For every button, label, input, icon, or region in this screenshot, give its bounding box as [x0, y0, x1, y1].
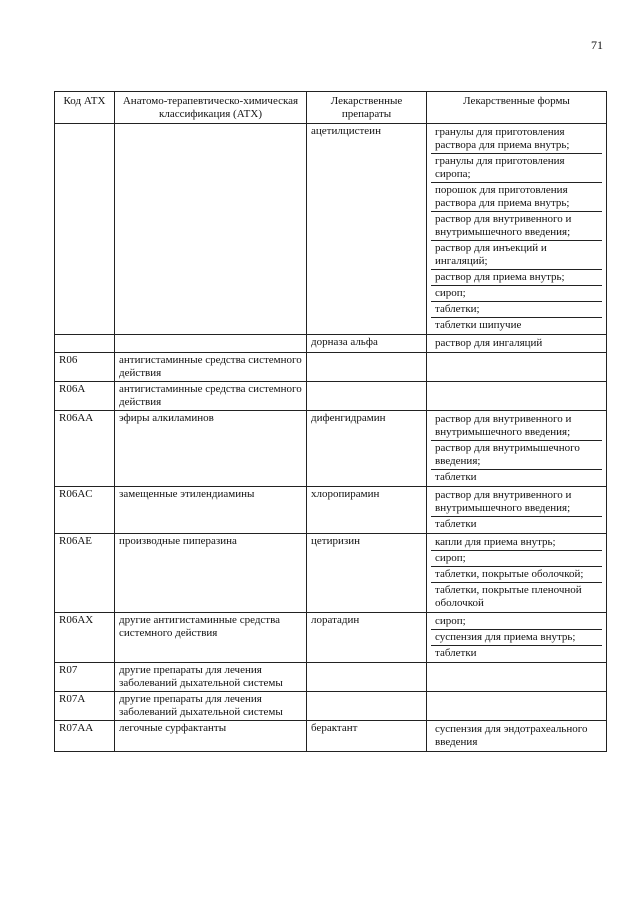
- form-item: раствор для внутривенного и внутримышечного введения;: [431, 488, 602, 517]
- atx-code-cell: R06AA: [55, 411, 115, 487]
- table-row: [55, 382, 607, 411]
- atx-code-cell: R07AA: [55, 721, 115, 752]
- classification-cell: другие препараты для лечения заболеваний дыхательной системы: [115, 663, 307, 692]
- table-body: [55, 124, 607, 752]
- classification-cell: легочные сурфактанты: [115, 721, 307, 752]
- table-row: [55, 353, 607, 382]
- classification-cell: [115, 124, 307, 335]
- form-item: раствор для внутривенного и внутримышечного введения;: [431, 212, 602, 241]
- form-item: порошок для приготовления раствора для приема внутрь;: [431, 183, 602, 212]
- drug-cell: ацетилцистеин: [307, 124, 427, 335]
- forms-cell: [427, 613, 607, 663]
- form-item: раствор для приема внутрь;: [431, 270, 602, 286]
- table-row: [55, 613, 607, 663]
- form-item: суспензия для приема внутрь;: [431, 630, 602, 646]
- forms-cell: [427, 124, 607, 335]
- form-item: таблетки, покрытые оболочкой;: [431, 567, 602, 583]
- forms-cell: [427, 721, 607, 752]
- header-row: [55, 92, 607, 124]
- drug-cell: цетиризин: [307, 534, 427, 613]
- form-item: таблетки, покрытые пленочной оболочкой: [435, 584, 582, 609]
- classification-cell: замещенные этилендиамины: [115, 487, 307, 534]
- form-item: раствор для ингаляций: [435, 337, 543, 349]
- atx-code-cell: R06AE: [55, 534, 115, 613]
- drug-cell: дифенгидрамин: [307, 411, 427, 487]
- atx-code-cell: [55, 124, 115, 335]
- forms-cell: [427, 382, 607, 411]
- table-row: [55, 411, 607, 487]
- header-code: Код АТХ: [55, 92, 115, 124]
- table-row: [55, 487, 607, 534]
- form-item: таблетки: [435, 471, 477, 483]
- atx-code-cell: R06AX: [55, 613, 115, 663]
- form-item: раствор для внутривенного и внутримышечного введения;: [431, 412, 602, 441]
- form-item: гранулы для приготовления раствора для приема внутрь;: [431, 125, 602, 154]
- atx-code-cell: R06: [55, 353, 115, 382]
- form-item: сироп;: [431, 286, 602, 302]
- header-drugs: Лекарственные препараты: [307, 92, 427, 124]
- drug-cell: лоратадин: [307, 613, 427, 663]
- forms-cell: [427, 353, 607, 382]
- atx-code-cell: R06AC: [55, 487, 115, 534]
- table-row: [55, 663, 607, 692]
- forms-cell: [427, 487, 607, 534]
- form-item: таблетки: [435, 518, 477, 530]
- atx-table: [54, 91, 607, 752]
- header-classification: Анатомо-терапевтическо-химическая классификация (АТХ): [115, 92, 307, 124]
- drug-cell: [307, 353, 427, 382]
- form-item: таблетки;: [431, 302, 602, 318]
- classification-cell: антигистаминные средства системного действия: [115, 382, 307, 411]
- drug-cell: [307, 382, 427, 411]
- table-row: [55, 335, 607, 353]
- atx-code-cell: R07: [55, 663, 115, 692]
- forms-cell: [427, 692, 607, 721]
- header-forms: Лекарственные формы: [427, 92, 607, 124]
- classification-cell: другие антигистаминные средства системного действия: [115, 613, 307, 663]
- forms-cell: [427, 411, 607, 487]
- atx-code-cell: R07A: [55, 692, 115, 721]
- drug-cell: [307, 663, 427, 692]
- drug-cell: дорназа альфа: [307, 335, 427, 353]
- classification-cell: эфиры алкиламинов: [115, 411, 307, 487]
- drug-cell: [307, 692, 427, 721]
- form-item: суспензия для эндотрахеального введения: [435, 723, 588, 748]
- form-item: раствор для инъекций и ингаляций;: [431, 241, 602, 270]
- form-item: сироп;: [431, 614, 602, 630]
- classification-cell: другие препараты для лечения заболеваний дыхательной системы: [115, 692, 307, 721]
- drug-cell: берактант: [307, 721, 427, 752]
- table-row: [55, 692, 607, 721]
- atx-code-cell: R06A: [55, 382, 115, 411]
- classification-cell: [115, 335, 307, 353]
- table-row: [55, 124, 607, 335]
- table-row: [55, 534, 607, 613]
- drug-cell: хлоропирамин: [307, 487, 427, 534]
- form-item: сироп;: [431, 551, 602, 567]
- form-item: таблетки: [435, 647, 477, 659]
- classification-cell: производные пиперазина: [115, 534, 307, 613]
- form-item: раствор для внутримышечного введения;: [431, 441, 602, 470]
- form-item: таблетки шипучие: [435, 319, 522, 331]
- page-number: 71: [591, 38, 603, 52]
- forms-cell: [427, 534, 607, 613]
- table-row: [55, 721, 607, 752]
- classification-cell: антигистаминные средства системного действия: [115, 353, 307, 382]
- form-item: капли для приема внутрь;: [431, 535, 602, 551]
- form-item: гранулы для приготовления сиропа;: [431, 154, 602, 183]
- atx-code-cell: [55, 335, 115, 353]
- forms-cell: [427, 335, 607, 353]
- forms-cell: [427, 663, 607, 692]
